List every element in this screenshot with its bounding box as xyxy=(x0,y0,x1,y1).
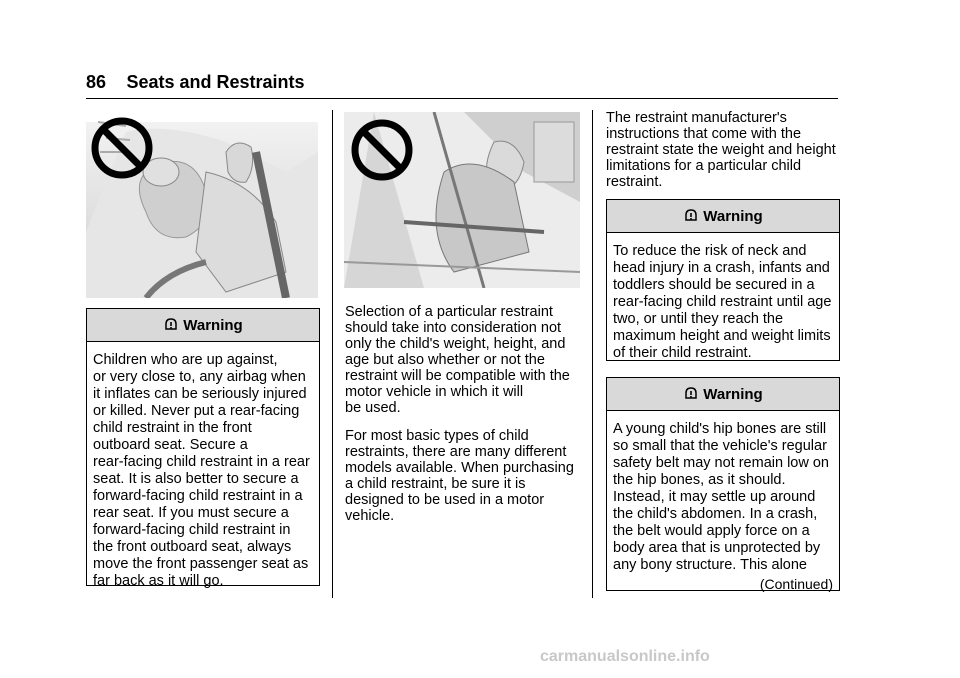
text-line: limitations for a particular child xyxy=(606,158,802,174)
warning-line: move the front passenger seat as xyxy=(93,556,309,572)
continued-label: (Continued) xyxy=(759,576,833,592)
warning-line: toddlers should be secured in a xyxy=(613,277,815,293)
warning-line: forward-facing child restraint in xyxy=(93,522,291,538)
warning-line: so small that the vehicle's regular xyxy=(613,438,827,454)
text-line: should take into consideration not xyxy=(345,320,562,336)
warning-line: any bony structure. This alone xyxy=(613,557,807,573)
warning-title: Warning xyxy=(703,207,763,225)
paragraph-purchasing xyxy=(345,428,583,524)
warning-line: or killed. Never put a rear-facing xyxy=(93,403,300,419)
prohibition-icon xyxy=(90,116,154,180)
warning-line: maximum height and weight limits xyxy=(613,328,831,344)
text-line: restraint state the weight and height xyxy=(606,142,836,158)
warning-header xyxy=(607,200,839,233)
warning-header xyxy=(607,378,839,411)
text-line: instructions that come with the xyxy=(606,126,802,142)
text-line: restraints, there are many different xyxy=(345,444,567,460)
warning-line: the front outboard seat, always xyxy=(93,539,292,555)
text-line: The restraint manufacturer's xyxy=(606,110,787,126)
figure-airbag-child xyxy=(86,112,318,298)
paragraph-manufacturer xyxy=(606,110,842,190)
warning-line: safety belt may not remain low on xyxy=(613,455,829,471)
warning-bell-icon xyxy=(683,386,699,402)
text-line: Selection of a particular restraint xyxy=(345,304,553,320)
warning-line: rear seat. If you must secure a xyxy=(93,505,289,521)
figure-child-seat xyxy=(344,112,580,288)
page-header xyxy=(86,72,838,93)
text-line: be used. xyxy=(345,400,401,416)
warning-line: forward-facing child restraint in a xyxy=(93,488,303,504)
middle-column-text xyxy=(345,304,583,536)
text-line: restraint. xyxy=(606,174,663,190)
section-title: Seats and Restraints xyxy=(126,72,305,92)
warning-line: A young child's hip bones are still xyxy=(613,421,827,437)
warning-line: two, or until they reach the xyxy=(613,311,784,327)
text-line: designed to be used in a motor xyxy=(345,492,545,508)
warning-body xyxy=(607,233,839,370)
warning-line: To reduce the risk of neck and xyxy=(613,243,807,259)
header-rule xyxy=(86,98,838,99)
warning-line: body area that is unprotected by xyxy=(613,540,821,556)
warning-bell-icon xyxy=(163,317,179,333)
warning-title: Warning xyxy=(183,316,243,334)
text-line: a child restraint, be sure it is xyxy=(345,476,526,492)
warning-line: the hip bones, as it should. xyxy=(613,472,786,488)
text-line: age but also whether or not the xyxy=(345,352,545,368)
warning-line: or very close to, any airbag when xyxy=(93,369,306,385)
warning-line: of their child restraint. xyxy=(613,345,752,361)
warning-box-airbag xyxy=(86,308,320,589)
warning-body xyxy=(607,411,839,597)
text-line: restraint will be compatible with the xyxy=(345,368,570,384)
warning-header xyxy=(87,309,319,342)
warning-line: rear-facing child restraint in a rear xyxy=(93,454,310,470)
warning-line: the belt would apply force on a xyxy=(613,523,810,539)
warning-body xyxy=(87,342,319,598)
text-line: models available. When purchasing xyxy=(345,460,574,476)
text-line: motor vehicle in which it will xyxy=(345,384,524,400)
prohibition-icon xyxy=(350,118,414,182)
watermark-text: carmanualsonline.info xyxy=(540,648,710,665)
warning-line: seat. It is also better to secure a xyxy=(93,471,299,487)
warning-line: it inflates can be seriously injured xyxy=(93,386,307,402)
warning-line: child restraint in the front xyxy=(93,420,252,436)
right-column-intro xyxy=(606,110,842,202)
warning-line: far back as it will go. xyxy=(93,573,224,589)
text-line: vehicle. xyxy=(345,508,395,524)
warning-box-hip-bones xyxy=(606,377,840,591)
paragraph-selection xyxy=(345,304,583,416)
text-line: For most basic types of child xyxy=(345,428,529,444)
text-line: only the child's weight, height, and xyxy=(345,336,566,352)
warning-bell-icon xyxy=(683,208,699,224)
warning-line: outboard seat. Secure a xyxy=(93,437,248,453)
warning-line: head injury in a crash, infants and xyxy=(613,260,830,276)
column-divider-right xyxy=(592,110,593,598)
warning-line: the child's abdomen. In a crash, xyxy=(613,506,818,522)
warning-line: Instead, it may settle up around xyxy=(613,489,816,505)
warning-box-rear-facing xyxy=(606,199,840,361)
warning-line: Children who are up against, xyxy=(93,352,278,368)
warning-title: Warning xyxy=(703,385,763,403)
page-number: 86 xyxy=(86,72,107,92)
column-divider-left xyxy=(332,110,333,598)
warning-line: rear-facing child restraint until age xyxy=(613,294,832,310)
